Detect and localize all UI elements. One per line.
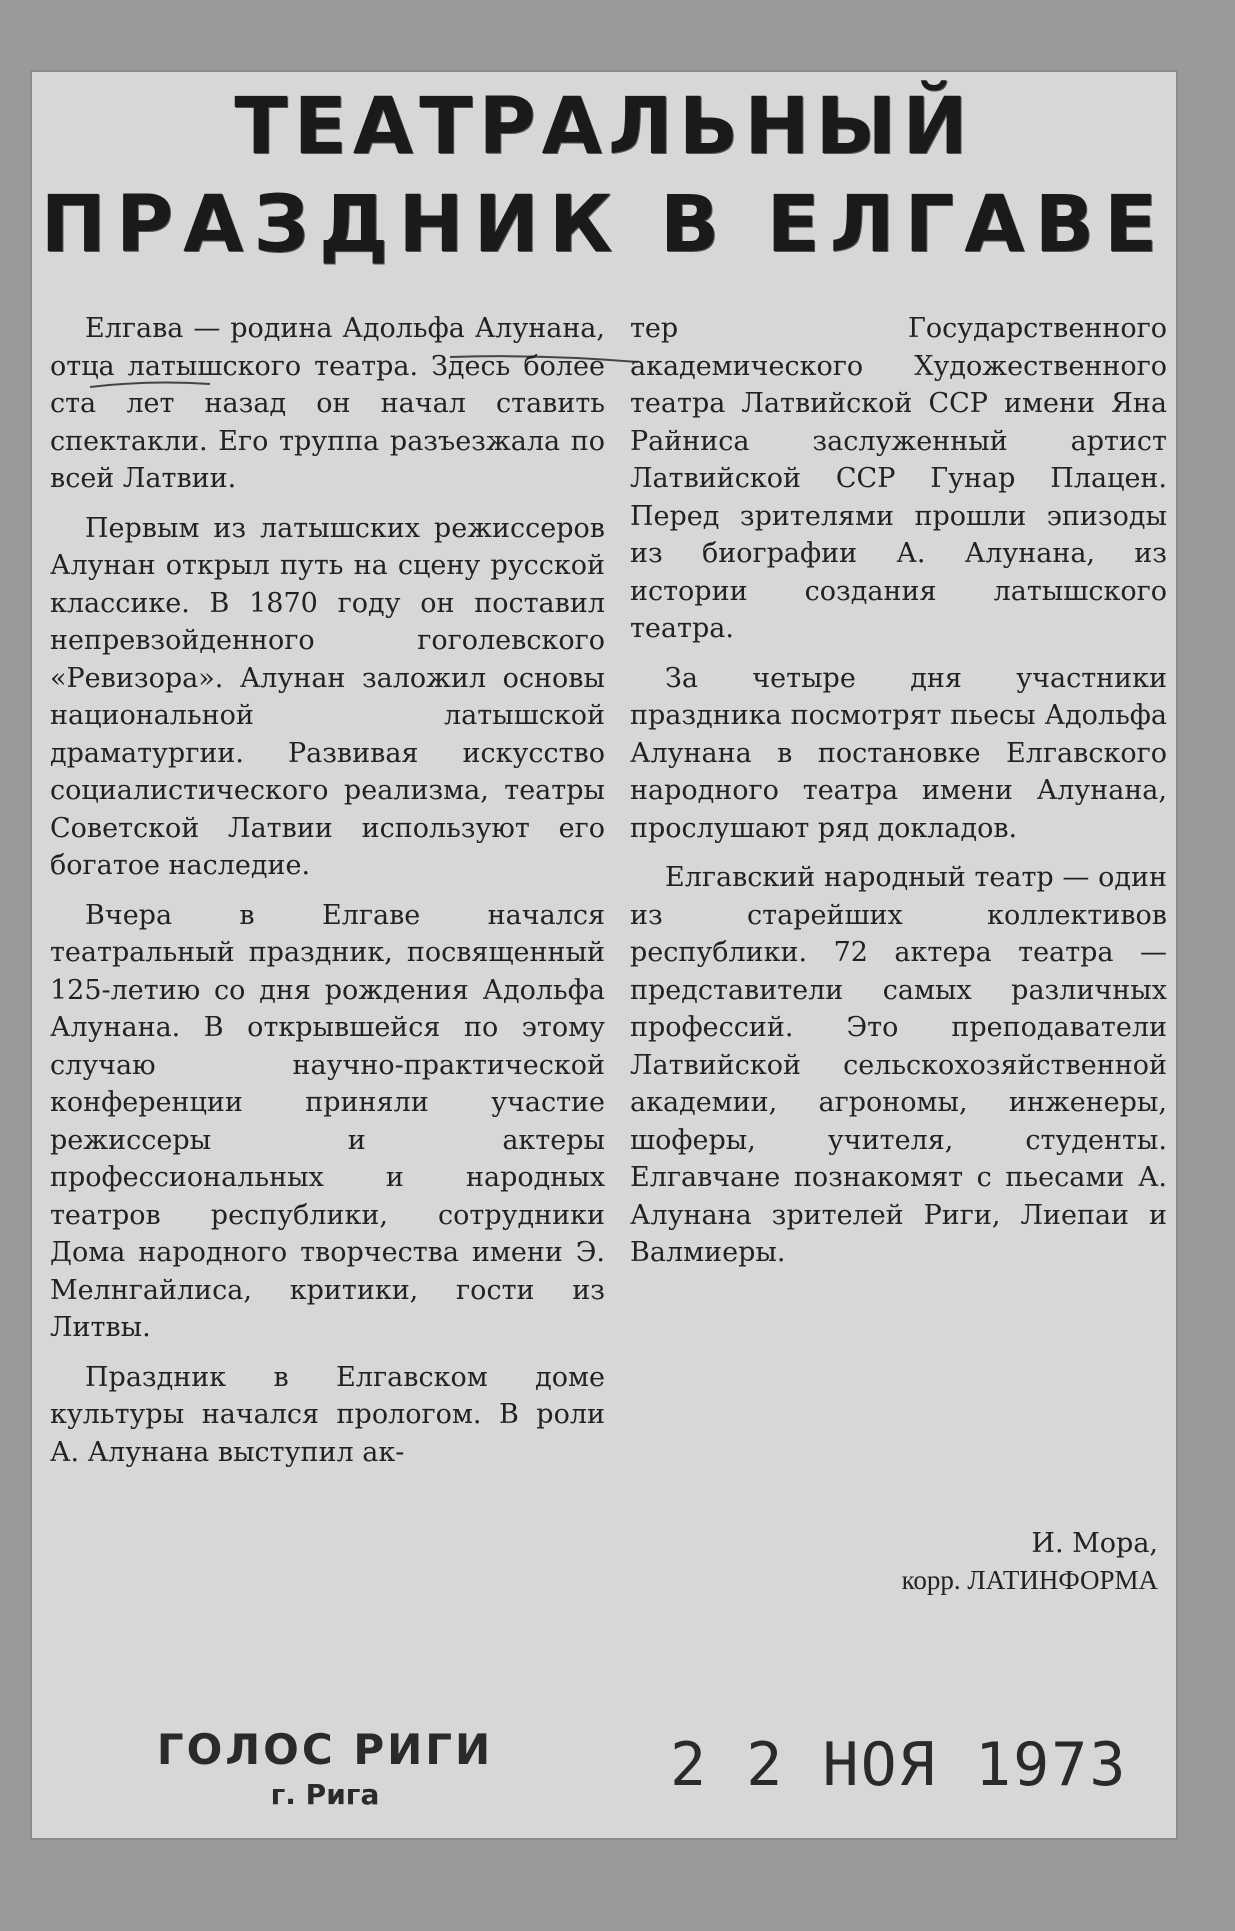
newspaper-clipping — [30, 70, 1178, 1840]
article-paragraph: За четыре дня участники праздника посмотрят пьесы Адольфа Алунана в постановке Елгавского народного театра имени Алунана, прослушают ряд докладов. — [630, 662, 1167, 844]
article-column-left — [50, 310, 605, 1483]
article-paragraph: Праздник в Елгавском доме культуры начался прологом. В роли А. Алунана выступил ак- — [50, 1361, 605, 1468]
headline-line-2: ПРАЗДНИК В ЕЛГАВЕ — [40, 180, 1168, 270]
byline-role: корр. ЛАТИНФОРМА — [901, 1565, 1158, 1595]
article-paragraph: Вчера в Елгаве начался театральный праздник, посвященный 125-летию со дня рождения Адольфа Алунана. В открывшейся по этому случаю научно-практической конференции приняли участие режиссеры и актеры профессиональных и народных театров республики, сотрудники Дома народного творчества имени Э. Мелнгайлиса, критики, гости из Литвы. — [50, 899, 605, 1343]
article-paragraph: Елгава — родина Адольфа Алунана, отца латышского театра. Здесь более ста лет назад он начал ставить спектакли. Его труппа разъезжала по всей Латвии. — [50, 313, 605, 494]
headline-line-1: ТЕАТРАЛЬНЫЙ — [234, 82, 974, 172]
article-paragraph: Первым из латышских режиссеров Алунан открыл путь на сцену русской классике. В 1870 году он поставил непревзойденного гоголевского «Ревизора». Алунан заложил основы национальной латышской драматургии. Развивая искусство социалистического реализма, театры Советской Латвии используют его богатое наследие. — [50, 512, 605, 881]
byline-author: И. Мора, — [1031, 1528, 1158, 1559]
article-paragraph: тер Государственного академического Художественного театра Латвийской ССР имени Яна Райниса заслуженный артист Латвийской ССР Гунар Плацен. Перед зрителями прошли эпизоды из биографии А. Алунана, из истории создания латышского театра. — [630, 313, 1167, 644]
byline — [902, 1525, 1158, 1599]
date-stamp: 2 2 НОЯ 1973 — [670, 1730, 1128, 1800]
article-column-right — [630, 310, 1167, 1284]
article-paragraph: Елгавский народный театр — один из старейших коллективов республики. 72 актера театра — представители самых различных профессий. Это преподаватели Латвийской сельскохозяйственной академии, агрономы, инженеры, шоферы, учителя, студенты. Елгавчане познакомят с пьесами А. Алунана зрителей Риги, Лиепаи и Валмиеры. — [630, 862, 1167, 1268]
stamp-city: г. Рига — [270, 1778, 380, 1811]
newspaper-stamp — [155, 1725, 495, 1811]
stamp-paper-name: ГОЛОС РИГИ — [156, 1725, 494, 1774]
